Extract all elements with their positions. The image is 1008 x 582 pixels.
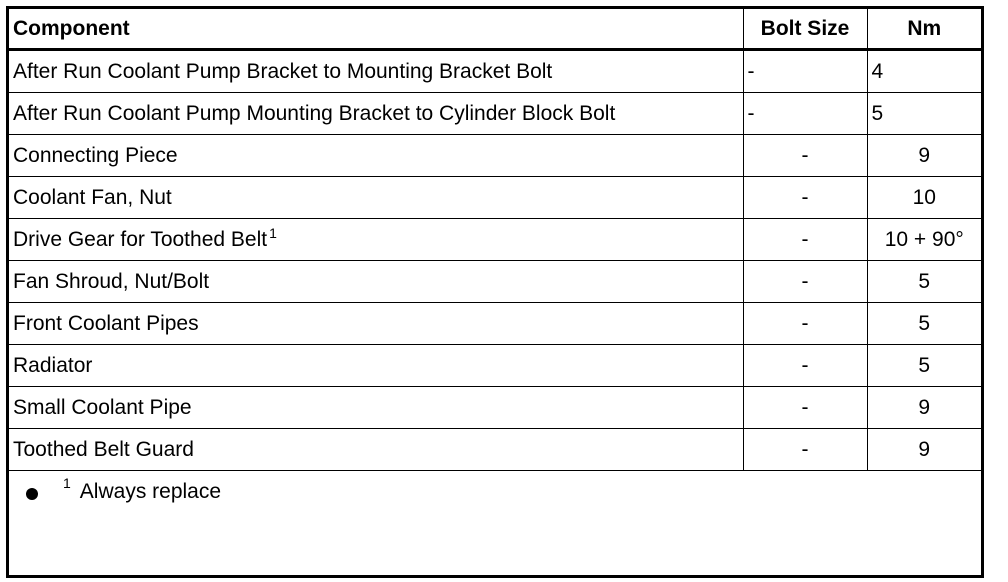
bolt-size-cell: -	[743, 93, 867, 135]
footnote-marker: 1	[63, 475, 71, 491]
table-header-row	[9, 9, 981, 50]
bolt-size-cell: -	[743, 177, 867, 219]
component-text: Drive Gear for Toothed Belt	[13, 228, 268, 251]
nm-cell: 9	[867, 135, 981, 177]
bolt-size-cell: -	[743, 387, 867, 429]
bolt-size-cell: -	[743, 345, 867, 387]
nm-cell: 5	[867, 261, 981, 303]
nm-cell: 10	[867, 177, 981, 219]
footnote-ref: 1	[269, 225, 277, 241]
nm-cell: 9	[867, 429, 981, 471]
table-row	[9, 177, 981, 219]
header-component: Component	[9, 9, 743, 50]
spec-table-frame	[6, 6, 984, 578]
table-row	[9, 135, 981, 177]
component-cell: After Run Coolant Pump Bracket to Mounting Bracket Bolt	[9, 50, 743, 93]
table-row	[9, 429, 981, 471]
footnote-text: Always replace	[79, 480, 222, 503]
table-row	[9, 219, 981, 261]
nm-cell: 5	[867, 345, 981, 387]
header-nm: Nm	[867, 9, 981, 50]
component-cell: Small Coolant Pipe	[9, 387, 743, 429]
bolt-size-cell: -	[743, 50, 867, 93]
bullet-icon	[26, 488, 38, 500]
table-row	[9, 93, 981, 135]
component-cell: Connecting Piece	[9, 135, 743, 177]
component-cell: Fan Shroud, Nut/Bolt	[9, 261, 743, 303]
table-row	[9, 261, 981, 303]
component-cell: After Run Coolant Pump Mounting Bracket to Cylinder Block Bolt	[9, 93, 743, 135]
table-row	[9, 345, 981, 387]
component-cell: Radiator	[9, 345, 743, 387]
component-cell	[9, 219, 743, 261]
nm-cell: 5	[867, 93, 981, 135]
component-cell: Coolant Fan, Nut	[9, 177, 743, 219]
component-cell: Front Coolant Pipes	[9, 303, 743, 345]
bolt-size-cell: -	[743, 261, 867, 303]
bolt-size-cell: -	[743, 429, 867, 471]
table-row	[9, 387, 981, 429]
nm-cell: 10 + 90°	[867, 219, 981, 261]
footnotes	[9, 471, 981, 504]
nm-cell: 9	[867, 387, 981, 429]
bolt-size-cell: -	[743, 135, 867, 177]
component-cell: Toothed Belt Guard	[9, 429, 743, 471]
bolt-size-cell: -	[743, 303, 867, 345]
torque-spec-table	[9, 9, 981, 471]
nm-cell: 5	[867, 303, 981, 345]
table-row	[9, 50, 981, 93]
header-bolt-size: Bolt Size	[743, 9, 867, 50]
table-row	[9, 303, 981, 345]
bolt-size-cell: -	[743, 219, 867, 261]
nm-cell: 4	[867, 50, 981, 93]
